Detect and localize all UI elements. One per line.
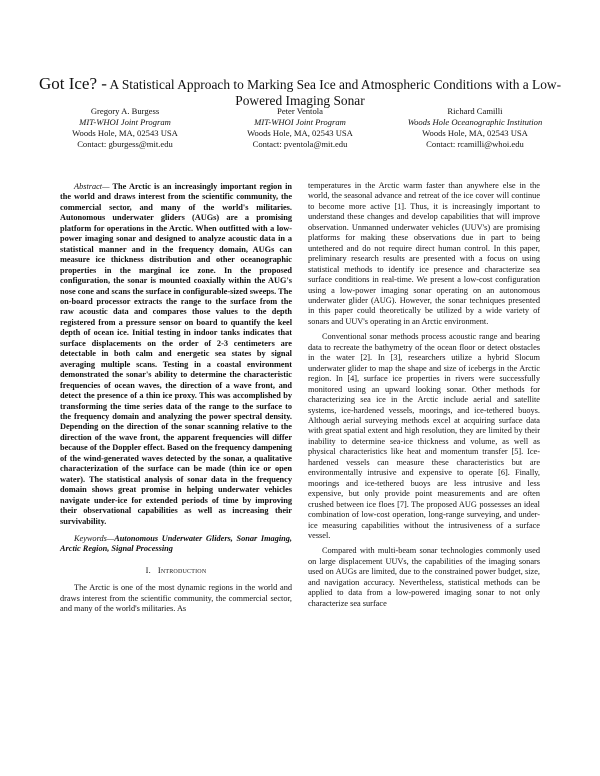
paper-title (30, 76, 570, 108)
author-contact: Contact: gburgess@mit.edu (77, 139, 173, 149)
intro-paragraph-continued: temperatures in the Arctic warm faster than anywhere else in the world, the seasonal advance and retreat of the ice cover will continue to become more active [1]. Thus, it is increasingly important to understand these changes and develop capabilities that will improve observation. Unmanned underwater vehicles (UUV's) are promising platforms for making these observations due in part to being untethered and do not require direct human control. In this paper, preliminary research results are presented with a focus on using statistical methods to identify ice presence and characterize sea surface conditions in real-time. We present a low-cost configuration using a low-power imaging sonar operating on an autonomous underwater glider (AUG). However, the sonar techniques presented in this paper could theoretically be utilized by a wide variety of sonars and UUV's operating in an Arctic environment. (308, 181, 540, 326)
author-name: Gregory A. Burgess (90, 106, 160, 116)
intro-paragraph: Conventional sonar methods process acoustic range and bearing data to recreate the bathymetry of the ocean floor or detect obstacles in the water [2]. In [3], researchers utilize a hybrid Slocum underwater glider to map the shape and size of icebergs in the Arctic region. In [4], surface ice properties in rivers were successfully monitored using an upward looking sonar. Other methods for characterizing sea ice in the Arctic include aerial and satellite systems, ice-hardened vessels, moorings, and ice-tethered buoys. Although aerial surveying methods excel at acquiring surface data with great spatial extent and high resolution, they are limited by their inability to determine sea-ice thickness and volume, as well as physical characteristics like heat and momentum transfer [5]. Ice-hardened vessels can measure these characteristics but are environmentally intrusive and expensive to operate [6]. Finally, moorings and ice-tethered buoys are less intrusive and less expensive, but only provide point measurements and are often crushed between ice floes [7]. The proposed AUG possesses an ideal combination of low-cost operation, long-range surveying, and under-ice measuring capabilities without the intrusiveness of a surface vessel. (308, 332, 540, 540)
author-affiliation: MIT-WHOI Joint Program (79, 117, 171, 127)
author-address: Woods Hole, MA, 02543 USA (247, 128, 353, 138)
keywords-text: Autonomous Underwater Gliders, Sonar Imaging, Arctic Region, Signal Processing (60, 533, 292, 554)
author-affiliation: Woods Hole Oceanographic Institution (407, 117, 543, 127)
paper-title-lead: Got Ice? - (38, 74, 107, 93)
section-title: Introduction (157, 565, 207, 575)
intro-paragraph: Compared with multi-beam sonar technologies commonly used on large displacement UUVs, the capabilities of the imaging sonars used on AUGs are limited, due to the constrained power budget, size, and navigation accuracy. Nevertheless, statistical methods can be applied to data from a low-powered imaging sonar to not only characterize sea surface (308, 546, 540, 608)
author-contact: Contact: rcamilli@whoi.edu (426, 139, 524, 149)
intro-paragraph: The Arctic is one of the most dynamic regions in the world and draws interest from the scientific community, the commercial sector, and many of the world's militaries. As (60, 583, 292, 614)
right-column (308, 181, 540, 609)
section-heading-introduction (60, 566, 292, 576)
author-affiliation: MIT-WHOI Joint Program (254, 117, 346, 127)
keywords-label: Keywords— (74, 533, 115, 543)
author-contact: Contact: pventola@mit.edu (252, 139, 348, 149)
paper-title-rest: A Statistical Approach to Marking Sea Ice and Atmospheric Conditions with a Low-Powered Imaging Sonar (106, 77, 562, 108)
section-number: I. (145, 565, 151, 575)
abstract-text: The Arctic is an increasingly important region in the world and draws interest from the scientific community, the commercial sector, and many of the world's militaries. Autonomous underwater gliders (AUGs) are a promising platform for operations in the Arctic. When outfitted with a low-power imaging sonar and designed to analyze acoustic data in a statistical manner and in the frequency domain, AUGs can measure ice thickness distribution and other oceanographic properties in the marginal ice zone. In the proposed configuration, the sonar is mounted coaxially within the AUG's nose cone and scans the surface in configurable-sized sweeps. The on-board processor extracts the range to the surface from the raw acoustic data and compares those values to the depth registered from a pressure sensor on board to quantify the keel depth of ocean ice. Initial testing in indoor tanks indicates that surface displacements on the order of 2-3 centimeters are detectable in both calm and energetic sea states by signal averaging multiple scans. Testing in a coastal environment demonstrated the sonar's ability to determine the characteristic frequencies of ocean waves, the direction of a wave front, and detect the presence of a thin ice proxy. This was accomplished by transforming the time series data of the range to the surface to the frequency domain and analyzing the power spectral density. Depending on the direction of the sonar scanning relative to the direction of the wave front, the apparent frequencies will differ because of the Doppler effect. Based on the frequency dampening of the wind-generated waves detected by the sonar, a qualitative characterization of the surface can be made (thin ice or open water). The statistical analysis of sonar data in the frequency domain shows great promise in helping underwater vehicles navigate under-ice for extended periods of time by improving their observational capabilities as well as increasing their survivability. (60, 182, 292, 526)
author-name: Richard Camilli (447, 106, 503, 116)
author-address: Woods Hole, MA, 02543 USA (72, 128, 178, 138)
abstract-label: Abstract— (74, 182, 110, 191)
author-1 (40, 106, 210, 150)
abstract (60, 182, 292, 527)
author-address: Woods Hole, MA, 02543 USA (422, 128, 528, 138)
keywords (60, 534, 292, 555)
author-block (40, 106, 560, 150)
author-name: Peter Ventola (277, 106, 323, 116)
author-2 (215, 106, 385, 150)
left-column (60, 182, 292, 615)
author-3 (390, 106, 560, 150)
